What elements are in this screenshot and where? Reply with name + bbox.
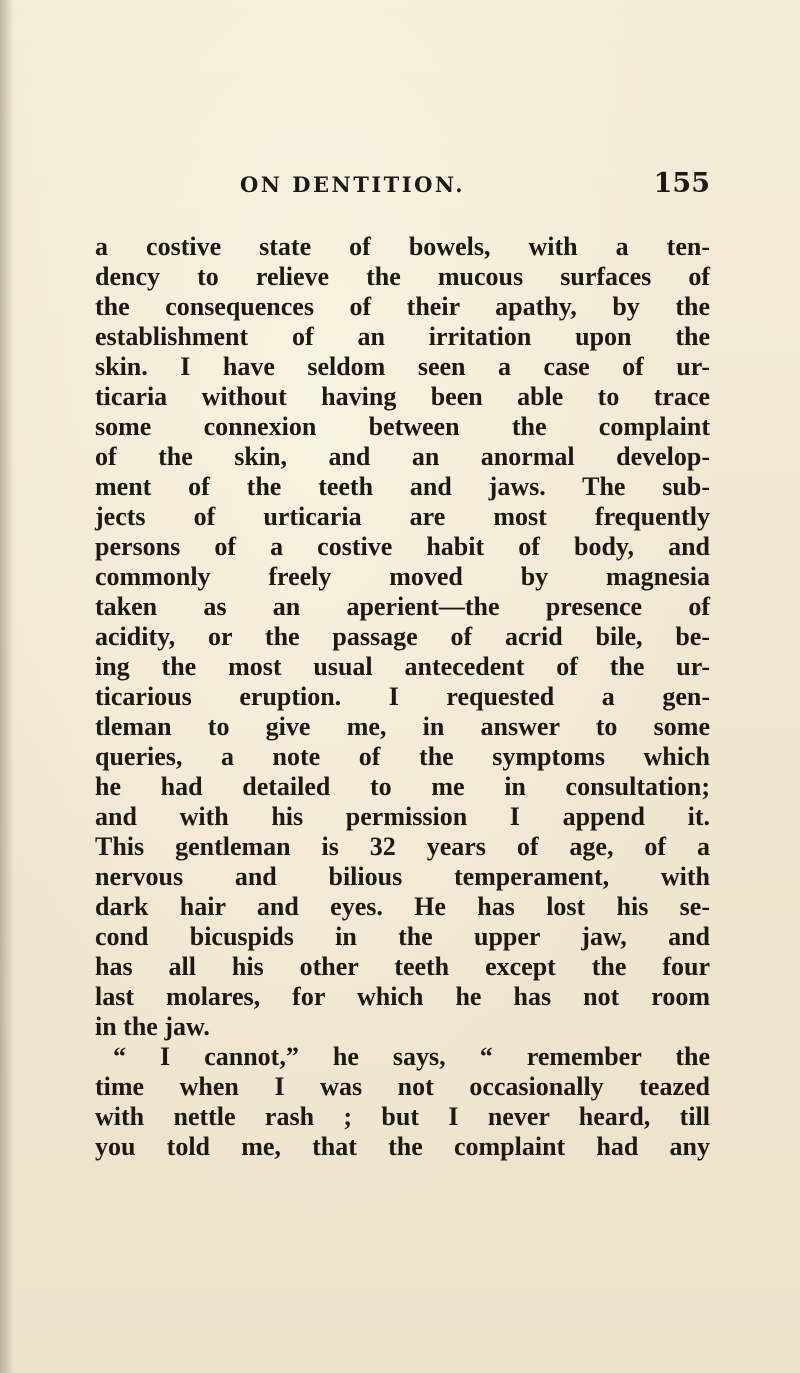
quote-start-line: “ I cannot,” he says, “ remember the (113, 1042, 710, 1071)
text-line: the consequences of their apathy, by the (95, 292, 710, 321)
text-line: dency to relieve the mucous surfaces of (95, 262, 710, 291)
text-line: time when I was not occasionally teazed (95, 1072, 710, 1101)
text-line: nervous and bilious temperament, with (95, 862, 710, 891)
text-line: taken as an aperient—the presence of (95, 592, 710, 621)
text-line: This gentleman is 32 years of age, of a (95, 832, 710, 861)
page-header (240, 170, 710, 204)
text-line: cond bicuspids in the upper jaw, and (95, 922, 710, 951)
text-line: commonly freely moved by magnesia (95, 562, 710, 591)
text-line: some connexion between the complaint (95, 412, 710, 441)
text-line: dark hair and eyes. He has lost his se- (95, 892, 710, 921)
text-line: you told me, that the complaint had any (95, 1132, 710, 1161)
page-number: 155 (653, 168, 710, 199)
body-text (95, 232, 710, 1162)
text-line: of the skin, and an anormal develop- (95, 442, 710, 471)
text-line: jects of urticaria are most frequently (95, 502, 710, 531)
running-head: ON DENTITION. (240, 172, 466, 197)
text-line: ment of the teeth and jaws. The sub- (95, 472, 710, 501)
text-line: and with his permission I append it. (95, 802, 710, 831)
text-line: tleman to give me, in answer to some (95, 712, 710, 741)
text-line: with nettle rash ; but I never heard, till (95, 1102, 710, 1131)
text-line: acidity, or the passage of acrid bile, be- (95, 622, 710, 651)
text-line: has all his other teeth except the four (95, 952, 710, 981)
text-line: he had detailed to me in consultation; (95, 772, 710, 801)
text-line: a costive state of bowels, with a ten- (95, 232, 710, 261)
text-line: persons of a costive habit of body, and (95, 532, 710, 561)
text-line: ing the most usual antecedent of the ur- (95, 652, 710, 681)
text-line: ticarious eruption. I requested a gen- (95, 682, 710, 711)
text-line: ticaria without having been able to trace (95, 382, 710, 411)
binding-shadow (0, 0, 14, 1373)
paragraph-end-line: in the jaw. (95, 1012, 210, 1041)
text-line: last molares, for which he has not room (95, 982, 710, 1011)
text-line: establishment of an irritation upon the (95, 322, 710, 351)
text-line: queries, a note of the symptoms which (95, 742, 710, 771)
text-line: skin. I have seldom seen a case of ur- (95, 352, 710, 381)
